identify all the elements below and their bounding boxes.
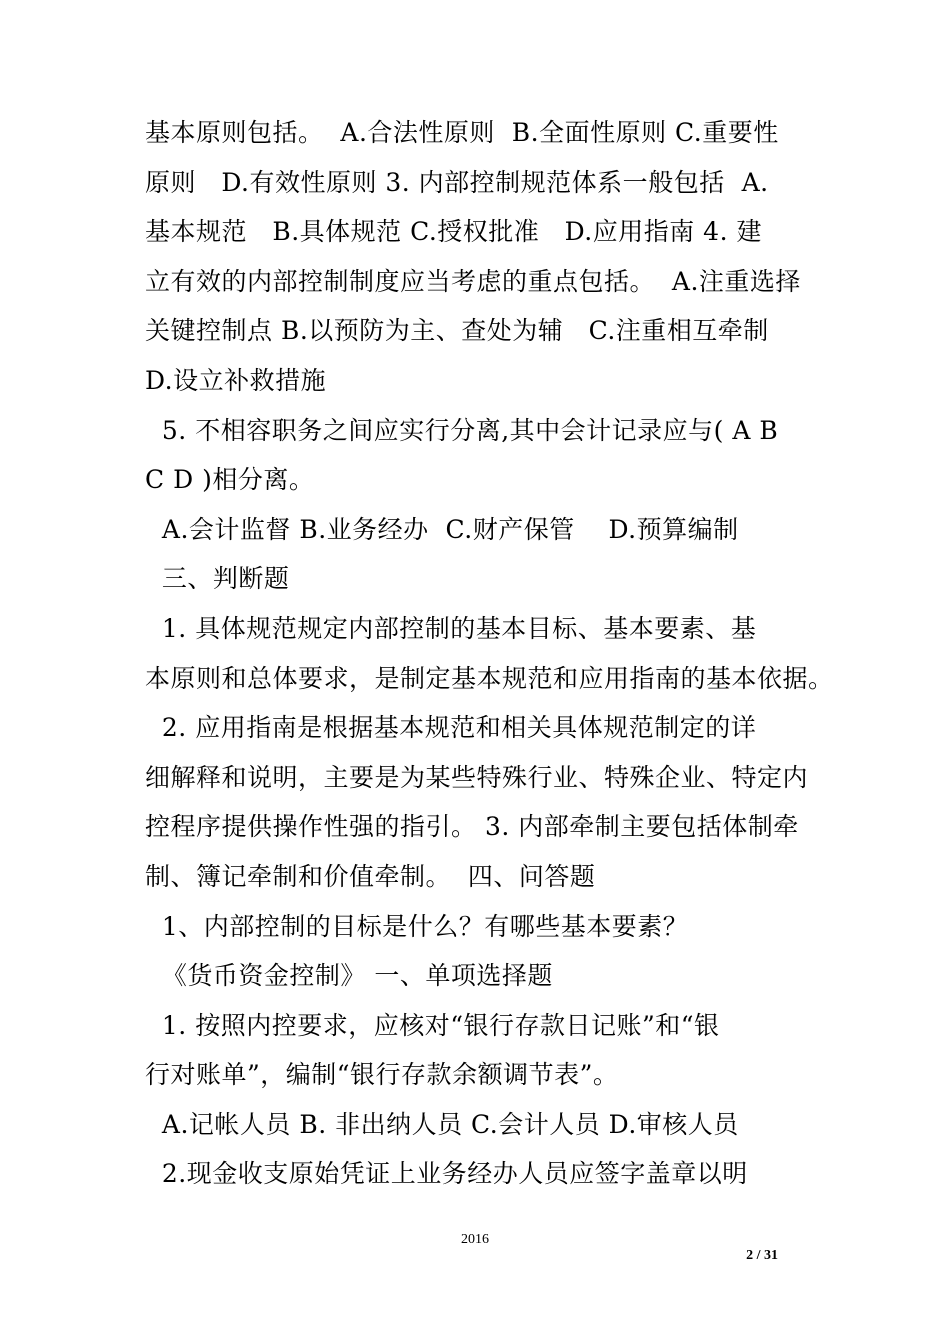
text-line: A.会计监督 B.业务经办 C.财产保管 D.预算编制 bbox=[145, 514, 739, 544]
text-line: D.设立补救措施 bbox=[145, 365, 327, 395]
text-line: 基本规范 B.具体规范 C.授权批准 D.应用指南 4. 建 bbox=[145, 217, 762, 247]
footer-year: 2016 bbox=[461, 1232, 489, 1247]
text-line: 制、簿记牵制和价值牵制。 四、问答题 bbox=[145, 861, 596, 891]
section-heading: 《货币资金控制》 一、单项选择题 bbox=[145, 961, 553, 991]
text-line: 行对账单”，编制“银行存款余额调节表”。 bbox=[145, 1060, 619, 1090]
text-line: 关键控制点 B.以预防为主、查处为辅 C.注重相互牵制 bbox=[145, 316, 769, 346]
text-line: 本原则和总体要求，是制定基本规范和应用指南的基本依据。 bbox=[145, 663, 834, 693]
text-line: 5. 不相容职务之间应实行分离,其中会计记录应与( A B bbox=[145, 415, 779, 445]
text-line: 细解释和说明，主要是为某些特殊行业、特殊企业、特定内 bbox=[145, 762, 809, 792]
text-line: 原则 D.有效性原则 3. 内部控制规范体系一般包括 A. bbox=[145, 167, 769, 197]
text-line: 控程序提供操作性强的指引。 3. 内部牵制主要包括体制牵 bbox=[145, 812, 799, 842]
text-line: C D )相分离。 bbox=[145, 465, 315, 495]
text-line: 2.现金收支原始凭证上业务经办人员应签字盖章以明 bbox=[145, 1159, 748, 1189]
text-line: 1、内部控制的目标是什么？有哪些基本要素？ bbox=[145, 911, 689, 941]
page-number: 2 / 31 bbox=[746, 1248, 778, 1263]
text-line: 1. 按照内控要求，应核对“银行存款日记账”和“银 bbox=[145, 1010, 720, 1040]
text-line: A.记帐人员 B. 非出纳人员 C.会计人员 D.审核人员 bbox=[145, 1109, 739, 1139]
document-body bbox=[145, 108, 834, 1199]
text-line: 基本原则包括。 A.合法性原则 B.全面性原则 C.重要性 bbox=[145, 118, 779, 147]
text-line: 立有效的内部控制制度应当考虑的重点包括。 A.注重选择 bbox=[145, 266, 801, 296]
text-line: 1. 具体规范规定内部控制的基本目标、基本要素、基 bbox=[145, 613, 757, 643]
text-line: 2. 应用指南是根据基本规范和相关具体规范制定的详 bbox=[145, 713, 757, 743]
section-heading: 三、判断题 bbox=[145, 564, 290, 594]
